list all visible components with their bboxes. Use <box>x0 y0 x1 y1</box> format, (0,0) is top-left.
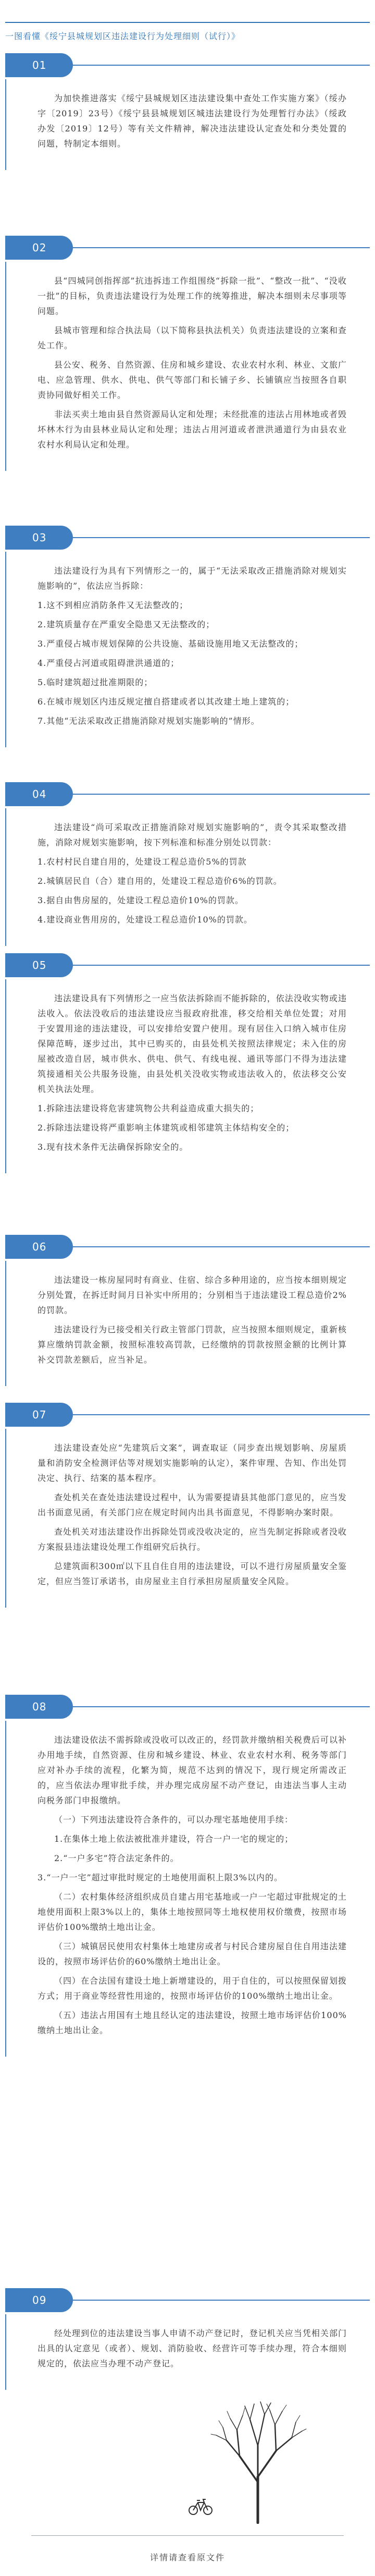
paragraph: 总建筑面积300㎡以下且自住自用的违法建设，可以不进行房屋质量安全鉴定，但应当签订承诺书，由房屋业主自行承担房屋质量安全风险。 <box>38 1561 347 1586</box>
footer-divider <box>31 2535 344 2536</box>
paragraph: 违法建设依法不需拆除或没收可以改正的，经罚款并缴纳相关税费后可以补办用地手续，自然资源、住房和城乡建设、林业、农业农村水利、税务等部门应对补办手续的流程，化繁为简，规范不达到的情况下，现行规定所需改正的，应当依法办理审批手续，并办理完成房屋不动产登记，由违法当事人主动向税务部门申报缴纳。 <box>38 1735 347 1805</box>
paragraph: 查处机关在查处违法建设过程中，认为需要提请县其他部门意见的，应当发出书面意见函，有关部门应在规定时间内出具书面意见，不得影响办案时限。 <box>38 1492 347 1517</box>
list-item: 1.农村村民自建自用的，处建设工程总造价5%的罚款 <box>38 857 247 867</box>
section-02 <box>5 236 370 471</box>
header-divider <box>73 965 370 966</box>
list-item: 3.现有技术条件无法确保拆除安全的。 <box>38 1142 189 1152</box>
section-number: 06 <box>32 1241 47 1253</box>
section-number-badge <box>5 236 73 260</box>
section-number-badge <box>5 782 73 806</box>
header-divider <box>73 1246 370 1247</box>
section-number: 08 <box>32 1700 47 1713</box>
footer-link[interactable]: 详情请查看原文件 <box>149 2553 225 2562</box>
section-06 <box>5 1235 370 1386</box>
paragraph: 为加快推进落实《绥宁县城规划区违法建设集中查处工作实施方案》（绥办字〔2019〕23号）《绥宁县县城规划区城违法建设行为处理暂行办法》（绥政办发〔2019〕12号）等有关文件精神，解决违法建设认定查处和分类处置的问题，特制定本细则。 <box>38 93 347 149</box>
paragraph: （二）农村集体经济组织成员自建占用宅基地或一户一宅超过审批规定的土地使用面积上限3%以上的，集体土地按照同等土地权使用权价缴费，按照市场评估价100%缴纳土地出让金。 <box>38 1892 347 1932</box>
header-divider <box>73 794 370 795</box>
list-item: 3.据自由售房屋的，处建设工程总造价10%的罚款。 <box>38 895 244 905</box>
paragraph: 违法建设查处应“先建筑后文案”，调查取证（同步查出规划影响、房屋质量和消防安全检测评估等对规划实施影响的认定），案件审理、告知、作出处罚决定、执行、结案的基本程序。 <box>38 1443 347 1483</box>
section-body <box>5 2314 370 2390</box>
list-item: 2.“一户多宅”符合法定条件的。 <box>54 1853 179 1863</box>
paragraph: 非法买卖土地由县自然资源局认定和处理；未经批准的违法占用林地或者毁坏林木行为由县林业局认定和处理；违法占用河道或者泄洪通道行为由县农业农村水利局认定和处理。 <box>38 409 347 449</box>
list-item: 5.临时建筑超过批准期限的； <box>38 677 153 687</box>
paragraph: （四）在合法国有建设土地上新增建设的，用于自住的，可以按照保留划拨方式；用于商业等经营性用途的，按照市场评估价的100%缴纳土地出让金。 <box>38 1976 347 2001</box>
section-number-badge <box>5 1403 73 1427</box>
header-divider <box>73 1706 370 1707</box>
section-05 <box>5 953 370 1173</box>
section-number-badge <box>5 526 73 550</box>
paragraph: 违法建设行为已接受相关行政主管部门罚款，应当按照本细则规定，重新核算应缴纳罚款金额，按照标准较高罚款，已经缴纳的罚款按照金额的比例计算补交罚款差额后，应当补足。 <box>38 1325 347 1365</box>
section-header <box>5 1403 370 1429</box>
section-number-badge <box>5 1235 73 1259</box>
header-divider <box>73 537 370 538</box>
section-number: 04 <box>32 788 47 800</box>
page-title: 一图看懂《绥宁县城规划区违法建设行为处理细则（试行）》 <box>5 31 241 41</box>
header-divider <box>73 65 370 66</box>
section-08 <box>5 1695 370 2057</box>
section-03 <box>5 526 370 747</box>
paragraph: （五）违法占用国有土地且经认定的违法建设，按照土地市场评估价100%缴纳土地出让金。 <box>38 2010 347 2035</box>
paragraph: 县公安、税务、自然资源、住房和城乡建设、农业农村水利、林业、文旅广电、应急管理、供水、供电、供气等部门和长铺子乡、长铺镇应当按照各自职责协同做好相关工作。 <box>38 360 347 400</box>
section-header <box>5 782 370 808</box>
section-number: 05 <box>32 959 47 971</box>
section-09 <box>5 2288 370 2390</box>
footer <box>0 2503 375 2576</box>
list-item: 2.拆除违法建设将严重影响主体建筑或相邻建筑主体结构安全的； <box>38 1123 295 1133</box>
paragraph: 县城市管理和综合执法局（以下简称县执法机关）负责违法建设的立案和查处工作。 <box>38 325 347 350</box>
section-header <box>5 953 370 979</box>
list-item: 1.拆除违法建设将危害建筑物公共利益造成重大损失的； <box>38 1103 259 1113</box>
section-04 <box>5 782 370 946</box>
paragraph: （一）下列违法建设符合条件的，可以办理宅基地使用手续： <box>54 1815 294 1825</box>
section-header <box>5 1235 370 1261</box>
section-body <box>5 1261 370 1386</box>
paragraph: （三）城镇居民使用农村集体土地建房或者与村民合建房屋自住自用违法建设的，按照市场评估价的60%缴纳土地出让金。 <box>38 1941 347 1966</box>
section-body <box>5 552 370 747</box>
section-number-badge <box>5 953 73 977</box>
header-divider <box>73 247 370 248</box>
section-body <box>5 979 370 1173</box>
section-07 <box>5 1403 370 1608</box>
section-number-badge <box>5 2288 73 2312</box>
list-item: 3.严重侵占城市规划保障的公共设施、基础设施用地又无法整改的； <box>38 639 304 649</box>
section-header <box>5 526 370 552</box>
section-number: 09 <box>32 2294 47 2306</box>
section-body <box>5 1429 370 1608</box>
section-header <box>5 1695 370 1721</box>
section-number-badge <box>5 1695 73 1719</box>
list-item: 2.建筑质量存在严重安全隐患又无法整改的； <box>38 619 215 629</box>
list-item: 2.城镇居民自（合）建自用的，处建设工程总造价6%的罚款。 <box>38 876 282 886</box>
section-number: 07 <box>32 1408 47 1421</box>
section-number: 01 <box>32 59 47 71</box>
section-body <box>5 262 370 471</box>
header-divider <box>73 2300 370 2301</box>
section-number: 02 <box>32 241 47 254</box>
section-number-badge <box>5 53 73 77</box>
paragraph: 违法建设“尚可采取改正措施消除对规划实施影响的”，责令其采取整改措施，消除对规划实施影响，按下列标准和标准分别处以罚款： <box>38 822 347 847</box>
list-item: 3.“一户一宅”超过审批时规定的土地使用面积上限3%以内的。 <box>38 1873 283 1882</box>
list-item: 1.这不到相应消防条件又无法整改的； <box>38 600 189 610</box>
header-divider <box>73 1414 370 1415</box>
paragraph: 查处机关对违法建设作出拆除处罚或没收决定的，应当先制定拆除或者没收方案报县违法建设处理工作组研究后执行。 <box>38 1527 347 1552</box>
paragraph: 违法建设具有下列情形之一应当依法拆除而不能拆除的，依法没收实物或违法收入。依法没收后的违法建设应当报政府批准，移交给相关单位处置；对用于安置用途的违法建设，可以安排给安置户使用。现有居住入口纳入城市住房保障范畴，逐步过出，其中已购买的，由县处机关按照法律规定；未入住的房屋被改造自居，城市供水、供电、供气、有线电视、通讯等部门不得为违法建筑接通相关公共服务设施，由县处机关没收实物或违法收入的，依法移交公安机关执法处理。 <box>38 993 347 1094</box>
section-header <box>5 236 370 262</box>
list-item: 7.其他“无法采取改正措施消除对规划实施影响的”情形。 <box>38 716 260 726</box>
paragraph: 县“四城同创指挥部”抗违拆违工作组围绕“拆除一批”、“整改一批”、“没收一批”的目标，负责违法建设行为处理工作的统筹推进，解决本细则未尽事项等问题。 <box>38 276 347 316</box>
section-header <box>5 53 370 79</box>
list-item: 6.在城市规划区内违反规定擅自搭建或者以其改建土地上建筑的； <box>38 697 295 707</box>
paragraph: 违法建设行为具有下列情形之一的，属于“无法采取改正措施消除对规划实施影响的”，依法应当拆除： <box>38 566 347 591</box>
paragraph: 经处理到位的违法建设当事人申请不动产登记时，登记机关应当凭相关部门出具的认定意见（或者）、规划、消防验收、经营许可等手续办理，符合本细则规定的，依法应当办理不动产登记。 <box>38 2328 347 2368</box>
section-header <box>5 2288 370 2314</box>
section-number: 03 <box>32 531 47 544</box>
section-01 <box>5 53 370 170</box>
list-item: 4.严重侵占河道或阻碍泄洪通道的； <box>38 658 180 668</box>
paragraph: 违法建设一栋房屋同时有商业、住宿、综合多种用途的，应当按本细则规定分别处置，在拆迁时间月日补实中所用的；分别相当于违法建设工程总造价2%的罚款。 <box>38 1275 347 1315</box>
section-body <box>5 79 370 170</box>
section-body <box>5 808 370 946</box>
list-item: 4.建设商业售用房的，处建设工程总造价10%的罚款。 <box>38 915 253 925</box>
list-item: 1.在集体土地上依法被批准并建设，符合一户一宅的规定的； <box>54 1834 294 1844</box>
section-body <box>5 1721 370 2057</box>
title-box <box>5 22 370 43</box>
